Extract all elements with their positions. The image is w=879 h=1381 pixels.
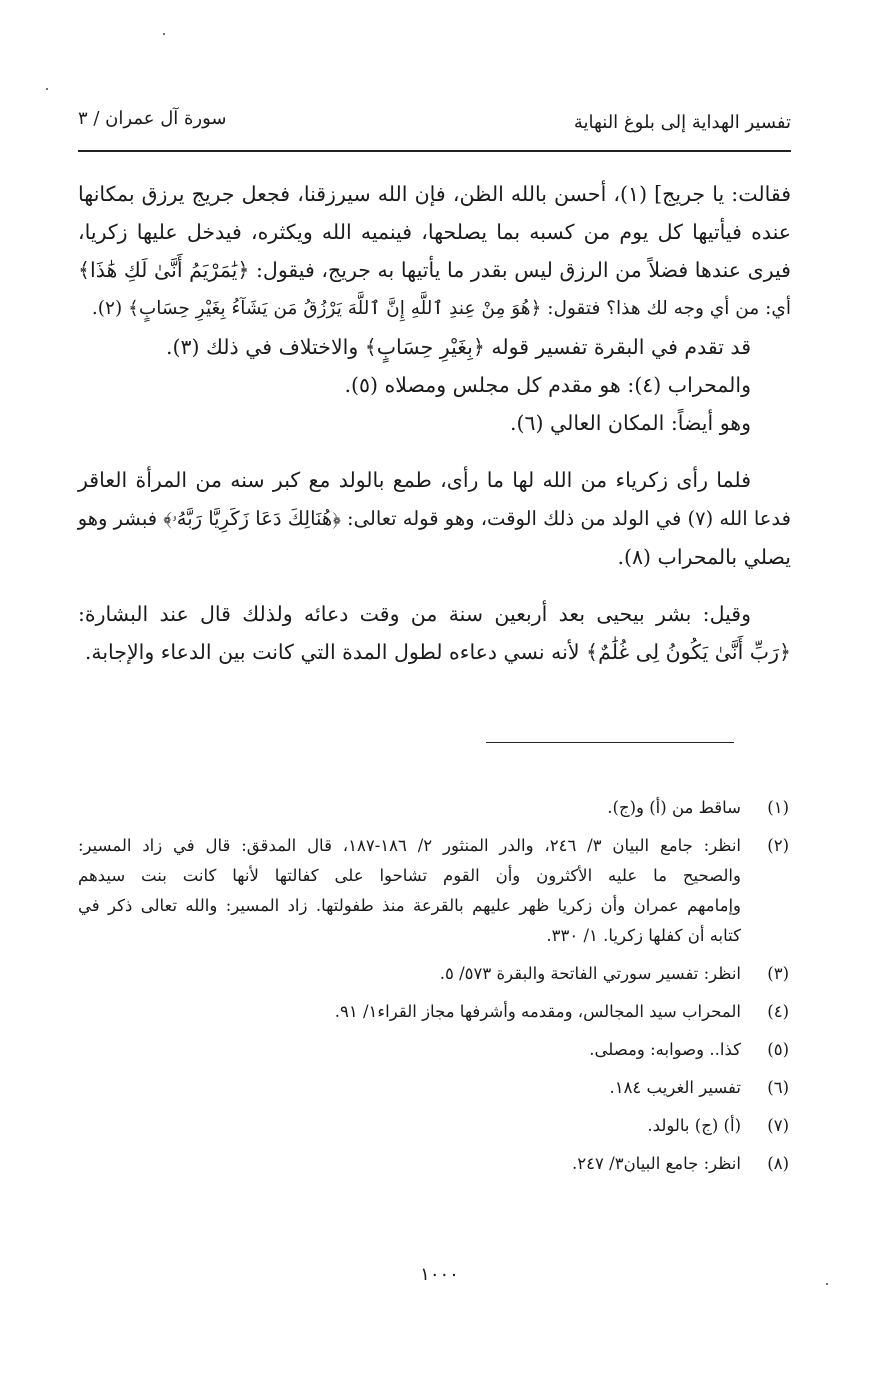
footnote-text: انظر: جامع البيان ٣/ ٢٤٦، والدر المنثور ٢/ ١٨٦-١٨٧، قال المدقق: قال في زاد المسير:	[78, 836, 742, 855]
footnote-text: انظر: تفسير سورتي الفاتحة والبقرة ٥٧٣/ ٥.	[439, 964, 741, 983]
footnote-text: (أ) (ج) بالولد.	[647, 1116, 741, 1135]
surah-title: سورة آل عمران / ٣	[78, 108, 227, 129]
footnote	[78, 1073, 791, 1103]
page-number: ١٠٠٠	[420, 1264, 459, 1285]
scan-speck	[163, 33, 165, 35]
footnote-text: ساقط من (أ) و(ج).	[607, 798, 741, 817]
footnote	[78, 1149, 791, 1179]
scan-speck	[826, 1283, 828, 1285]
scan-speck	[46, 88, 48, 90]
text-line: فدعا الله (٧) في الولد من ذلك الوقت، وهو قوله تعالى: ﴿هُنَالِكَ دَعَا زَكَرِيَّا رَبَّهُۥ﴾ فبشر وهو	[77, 506, 791, 530]
footnote-number: (٧)	[767, 1116, 789, 1135]
footnote-number: (٤)	[767, 1002, 789, 1021]
footnote-number: (٦)	[767, 1078, 789, 1097]
text-line: وهو أيضاً: المكان العالي (٦).	[509, 411, 751, 436]
text-line: والمحراب (٤): هو مقدم كل مجلس ومصلاه (٥).	[344, 372, 751, 397]
paragraph	[78, 175, 791, 328]
text-line: فلما رأى زكرياء من الله لها ما رأى، طمع بالولد مع كبر سنه من المرأة العاقر	[78, 468, 751, 493]
text-line: وقيل: بشر بيحيى بعد أربعين سنة من وقت دعائه ولذلك قال عند البشارة:	[78, 601, 751, 626]
footnote	[78, 997, 791, 1027]
footnote-text: تفسير الغريب ١٨٤.	[609, 1078, 741, 1097]
footnote	[78, 793, 791, 823]
book-title: تفسير الهداية إلى بلوغ النهاية	[573, 112, 791, 133]
footnote	[78, 1035, 791, 1065]
text-line: عنده فيأتيها كل يوم من كسبه بما يصلحها، فينميه الله ويكثره، فيدخل عليها زكريا،	[78, 220, 791, 245]
footnote	[78, 831, 791, 951]
footnote	[78, 1111, 791, 1141]
footnote-number: (٥)	[767, 1040, 789, 1059]
footnote	[78, 959, 791, 989]
footnote-number: (٢)	[767, 836, 789, 855]
text-line: أي: من أي وجه لك هذا؟ فتقول: ﴿هُوَ مِنْ عِندِ ٱللَّهِ إِنَّ ٱللَّهَ يَرْزُقُ مَن يَشَآءُ بِغَيْرِ حِسَابٍ﴾ (٢).	[91, 297, 791, 319]
footnote-text: انظر: جامع البيان٣/ ٢٤٧.	[572, 1154, 741, 1173]
text-line: قد تقدم في البقرة تفسير قوله ﴿بِغَيْرِ حِسَابٍ﴾ والاختلاف في ذلك (٣).	[165, 334, 751, 359]
text-line: فيرى عندها فضلاً من الرزق ليس بقدر ما يأتيها به جريج، فيقول: ﴿يَٰمَرْيَمُ أَنَّىٰ لَكِ هَٰذَا﴾	[78, 258, 791, 283]
header-rule	[78, 150, 791, 152]
paragraph	[78, 461, 791, 576]
paragraph	[78, 595, 791, 671]
footnote-rule	[486, 742, 734, 743]
running-header	[78, 108, 791, 152]
footnote-number: (٣)	[767, 964, 789, 983]
text-line: يصلي بالمحراب (٨).	[617, 544, 791, 569]
footnote-text: وإمامهم عمران وأن زكريا ظهر عليهم بالقرعة منذ طفولتها. زاد المسير: والله تعالى ذكر في	[78, 896, 741, 915]
footnote-number: (١)	[767, 798, 789, 817]
text-line: ﴿رَبِّ أَنَّىٰ يَكُونُ لِى غُلَٰمٌ﴾ لأنه نسي دعاءه لطول المدة التي كانت بين الدعاء والإجابة.	[84, 640, 791, 665]
footnote-text: كتابه أن كفلها زكريا. ١/ ٣٣٠.	[546, 926, 741, 945]
main-text	[78, 175, 791, 671]
text-line: فقالت: يا جريج] (١)، أحسن بالله الظن، فإن الله سيرزقنا، فجعل جريج يرزق بمكانها	[78, 182, 792, 206]
footnotes	[78, 793, 791, 1179]
footnote-text: كذا.. وصوابه: ومصلى.	[589, 1040, 741, 1059]
footnote-text: المحراب سيد المجالس، ومقدمه وأشرفها مجاز القراء١/ ٩١.	[334, 1002, 741, 1021]
footnote-number: (٨)	[767, 1154, 789, 1173]
footnote-text: والصحيح ما عليه الأكثرون وأن القوم تشاحوا على كفالتها لأنها كانت بنت سيدهم	[78, 866, 741, 885]
